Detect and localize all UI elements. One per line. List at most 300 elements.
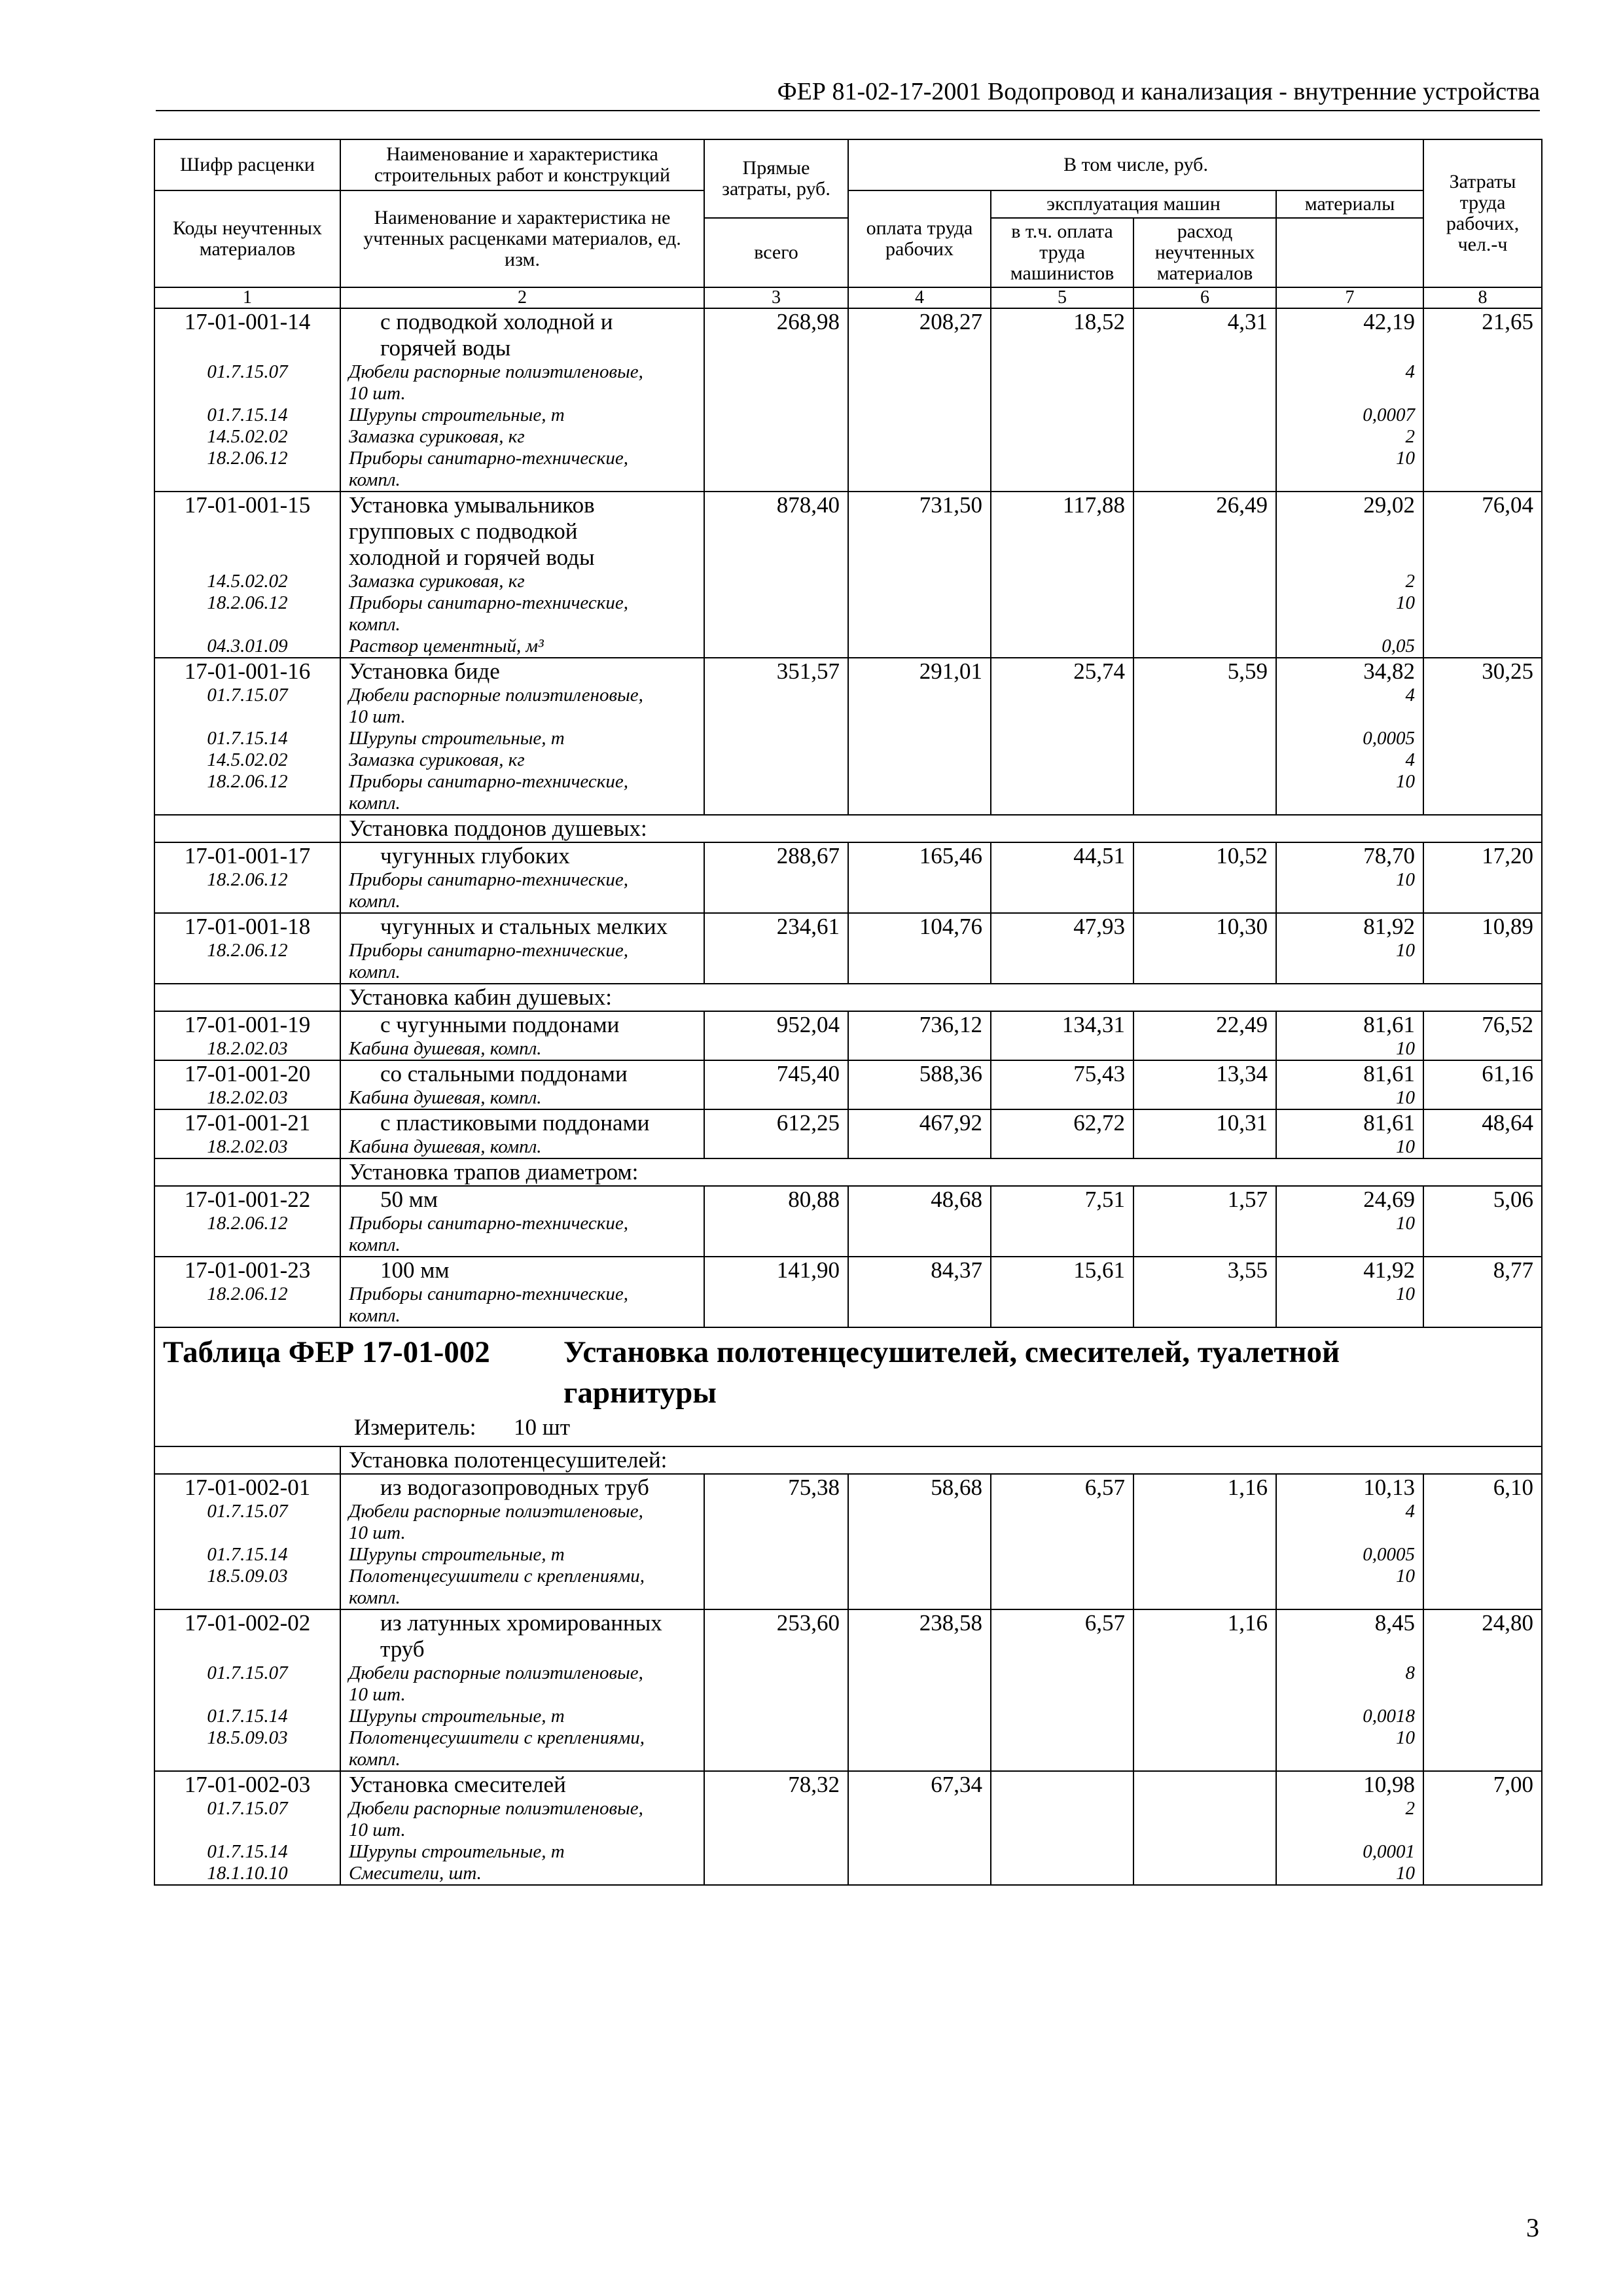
material-name-line: компл. [349, 469, 401, 490]
rate-row [154, 308, 1542, 492]
rate-row [154, 1609, 1542, 1771]
material-code: 14.5.02.02 [207, 749, 288, 770]
work-name-cell [340, 913, 704, 984]
materials-value: 42,19 [1363, 309, 1416, 334]
material-qty: 10 [1396, 1863, 1416, 1884]
machines-total-value: 134,31 [1061, 1012, 1125, 1037]
material-spacer [163, 1820, 332, 1841]
material-qty: 0,0005 [1363, 728, 1416, 749]
labor-pay-value: 588,36 [919, 1061, 982, 1086]
material-name-line: Кабина душевая, компл. [349, 1087, 542, 1108]
labor-pay-value: 736,12 [919, 1012, 982, 1037]
labor-pay-value-cell [848, 913, 991, 984]
work-name-line: с чугунными поддонами [380, 1012, 620, 1037]
material-qty: 10 [1396, 1283, 1416, 1304]
labor-hours-cell [1423, 1257, 1542, 1327]
material-name-line: Полотенцесушители с креплениями, [349, 1727, 645, 1748]
machines-total-value: 47,93 [1073, 914, 1125, 939]
direct-cost-value: 75,38 [788, 1475, 840, 1500]
material-code: 18.2.02.03 [207, 1038, 288, 1059]
material-spacer [163, 383, 332, 404]
material-name-line: 10 шт. [349, 1820, 406, 1840]
material-name-line: Шурупы строительные, т [349, 1841, 565, 1862]
group-row-drains [154, 1158, 1542, 1186]
qty-spacer [1285, 1587, 1415, 1609]
machines-total-value-cell [991, 1060, 1133, 1109]
material-code: 18.2.06.12 [207, 1283, 288, 1304]
material-qty: 10 [1396, 1038, 1416, 1059]
labor-hours-cell [1423, 1109, 1542, 1158]
rate-code-cell [154, 1011, 340, 1060]
materials-value: 34,82 [1363, 658, 1416, 684]
work-name-line: из латунных хромированных [380, 1610, 662, 1636]
machines-total-value-cell [991, 1771, 1133, 1885]
direct-cost-value-cell [704, 1474, 848, 1609]
direct-cost-value-cell [704, 1257, 848, 1327]
group-label-cabins: Установка кабин душевых: [340, 984, 1542, 1011]
materials-value: 41,92 [1363, 1257, 1416, 1283]
material-code: 18.5.09.03 [207, 1566, 288, 1587]
direct-cost-value-cell [704, 1771, 848, 1885]
material-name-line: Замазка суриковая, кг [349, 571, 525, 592]
labor-pay-value-cell [848, 1060, 991, 1109]
labor-pay-value: 291,01 [919, 658, 982, 684]
rate-code-cell [154, 1186, 340, 1257]
machines-total-value: 18,52 [1073, 309, 1125, 334]
labor-hours-value: 17,20 [1482, 843, 1534, 869]
material-qty: 4 [1405, 749, 1416, 770]
machinist-pay-value-cell [1133, 492, 1276, 658]
labor-pay-value: 208,27 [919, 309, 982, 334]
direct-cost-value: 268,98 [776, 309, 840, 334]
material-name-line: Приборы санитарно-технические, [349, 448, 628, 469]
material-name-line: Дюбели распорные полиэтиленовые, [349, 1798, 643, 1819]
direct-cost-value: 141,90 [776, 1257, 840, 1283]
machinist-pay-value: 5,59 [1227, 658, 1268, 684]
material-qty: 10 [1396, 1213, 1416, 1234]
material-spacer [163, 469, 332, 491]
materials-value: 10,98 [1363, 1772, 1416, 1797]
page-number: 3 [1526, 2213, 1539, 2242]
rate-code-cell [154, 913, 340, 984]
direct-cost-value: 78,32 [788, 1772, 840, 1797]
material-spacer [163, 793, 332, 814]
col-num-7: 7 [1276, 287, 1423, 308]
code-spacer [163, 1636, 332, 1662]
materials-cell [1276, 1257, 1423, 1327]
qty-spacer [1285, 518, 1415, 545]
material-qty: 10 [1396, 1566, 1416, 1587]
measure-label: Измеритель: [354, 1414, 476, 1440]
material-qty: 10 [1396, 940, 1416, 961]
rate-code: 17-01-001-16 [184, 658, 311, 684]
head-rate-code: Шифр расценки [154, 139, 340, 190]
machinist-pay-value-cell [1133, 1474, 1276, 1609]
material-name-line: компл. [349, 614, 401, 635]
direct-cost-value-cell [704, 1186, 848, 1257]
direct-cost-value: 80,88 [788, 1187, 840, 1212]
labor-hours-cell [1423, 842, 1542, 913]
head-machines: эксплуатация машин [991, 190, 1276, 218]
material-name-line: 10 шт. [349, 1522, 406, 1543]
labor-hours-cell [1423, 913, 1542, 984]
table2-measure [163, 1413, 1533, 1442]
work-name-line: 50 мм [380, 1187, 438, 1212]
work-name-cell [340, 308, 704, 492]
group-label-trays: Установка поддонов душевых: [340, 815, 1542, 842]
material-name-line: Приборы санитарно-технические, [349, 940, 628, 961]
labor-pay-value-cell [848, 1474, 991, 1609]
machines-total-value-cell [991, 1474, 1133, 1609]
material-name-line: 10 шт. [349, 383, 406, 404]
material-name-line: Полотенцесушители с креплениями, [349, 1566, 645, 1587]
head-materials: материалы [1276, 190, 1423, 218]
table-body-part3 [154, 1011, 1542, 1158]
code-spacer [163, 335, 332, 361]
labor-hours-value: 61,16 [1482, 1061, 1534, 1086]
labor-pay-value: 48,68 [931, 1187, 982, 1212]
work-name-cell [340, 1257, 704, 1327]
table-body-part5 [154, 1474, 1542, 1885]
material-name-line: Приборы санитарно-технические, [349, 592, 628, 613]
materials-value: 10,13 [1363, 1475, 1416, 1500]
machines-total-value: 7,51 [1084, 1187, 1125, 1212]
rate-code: 17-01-001-17 [184, 843, 311, 869]
machinist-pay-value-cell [1133, 658, 1276, 815]
head-including: В том числе, руб. [848, 139, 1423, 190]
material-qty: 0,0007 [1363, 404, 1416, 425]
labor-hours-value: 48,64 [1482, 1110, 1534, 1136]
work-name-line: горячей воды [380, 335, 511, 361]
material-code: 18.1.10.10 [207, 1863, 288, 1884]
col-num-3: 3 [704, 287, 848, 308]
table-head [154, 139, 1542, 308]
head-unaccounted-materials: расход неучтенных материалов [1133, 218, 1276, 287]
table2-title-row [154, 1327, 1542, 1446]
material-name-line: компл. [349, 891, 401, 912]
materials-value: 78,70 [1363, 843, 1416, 869]
direct-cost-value-cell [704, 842, 848, 913]
labor-hours-value: 76,52 [1482, 1012, 1534, 1037]
table2-title [163, 1332, 1533, 1372]
group-row-cabins [154, 984, 1542, 1011]
col-num-2: 2 [340, 287, 704, 308]
rate-code: 17-01-002-03 [184, 1772, 311, 1797]
material-qty: 4 [1405, 361, 1416, 382]
work-name-line: чугунных глубоких [380, 843, 570, 869]
work-name-line: с подводкой холодной и [380, 309, 613, 334]
material-code: 18.5.09.03 [207, 1727, 288, 1748]
rate-row [154, 1109, 1542, 1158]
rate-code: 17-01-001-22 [184, 1187, 311, 1212]
rate-code: 17-01-002-02 [184, 1610, 311, 1636]
materials-cell [1276, 913, 1423, 984]
rate-code-cell [154, 308, 340, 492]
machines-total-value: 25,74 [1073, 658, 1125, 684]
work-name-cell [340, 658, 704, 815]
material-code: 01.7.15.14 [207, 1706, 288, 1727]
rate-row [154, 842, 1542, 913]
rate-code: 17-01-001-20 [184, 1061, 311, 1086]
work-name-line: чугунных и стальных мелких [380, 914, 668, 939]
material-spacer [163, 1234, 332, 1256]
head-material-codes: Коды неучтенных материалов [154, 190, 340, 287]
material-qty: 8 [1405, 1662, 1416, 1683]
group-blank-cell [154, 1158, 340, 1186]
material-code: 18.2.02.03 [207, 1087, 288, 1108]
material-name-line: Дюбели распорные полиэтиленовые, [349, 1662, 643, 1683]
material-qty: 10 [1396, 869, 1416, 890]
labor-hours-value: 21,65 [1482, 309, 1534, 334]
materials-cell [1276, 1186, 1423, 1257]
qty-spacer [1285, 1820, 1415, 1841]
material-code: 01.7.15.14 [207, 1841, 288, 1862]
material-code: 18.2.06.12 [207, 592, 288, 613]
direct-cost-value: 234,61 [776, 914, 840, 939]
machines-total-value: 6,57 [1084, 1475, 1125, 1500]
qty-spacer [1285, 1749, 1415, 1770]
material-name-line: компл. [349, 793, 401, 814]
rate-row [154, 913, 1542, 984]
material-name-line: Замазка суриковая, кг [349, 426, 525, 447]
labor-hours-cell [1423, 658, 1542, 815]
labor-pay-value: 58,68 [931, 1475, 982, 1500]
qty-spacer [1285, 614, 1415, 636]
materials-cell [1276, 658, 1423, 815]
machines-total-value-cell [991, 308, 1133, 492]
direct-cost-value-cell [704, 492, 848, 658]
column-numbers-row [154, 287, 1542, 308]
material-qty: 10 [1396, 1087, 1416, 1108]
labor-hours-cell [1423, 1771, 1542, 1885]
col-num-1: 1 [154, 287, 340, 308]
work-name-cell [340, 1186, 704, 1257]
machinist-pay-value: 10,31 [1216, 1110, 1268, 1136]
group-blank-cell [154, 1446, 340, 1474]
materials-cell [1276, 1060, 1423, 1109]
material-code: 01.7.15.14 [207, 1544, 288, 1565]
materials-value: 24,69 [1363, 1187, 1416, 1212]
material-qty: 0,0001 [1363, 1841, 1416, 1862]
rate-code: 17-01-001-23 [184, 1257, 311, 1283]
material-name-line: Шурупы строительные, т [349, 1544, 565, 1565]
material-code: 18.2.06.12 [207, 1213, 288, 1234]
material-name-line: Дюбели распорные полиэтиленовые, [349, 685, 643, 706]
labor-hours-value: 10,89 [1482, 914, 1534, 939]
material-code: 18.2.06.12 [207, 771, 288, 792]
machines-total-value: 15,61 [1073, 1257, 1125, 1283]
direct-cost-value: 612,25 [776, 1110, 840, 1136]
labor-pay-value: 67,34 [931, 1772, 982, 1797]
head-direct-costs: Прямые затраты, руб. [704, 139, 848, 218]
material-qty: 10 [1396, 771, 1416, 792]
work-name-line: Установка биде [349, 658, 500, 684]
table2-title-body [154, 1327, 1542, 1474]
labor-hours-value: 8,77 [1493, 1257, 1534, 1283]
machinist-pay-value-cell [1133, 1609, 1276, 1771]
direct-cost-value-cell [704, 308, 848, 492]
materials-value: 81,61 [1363, 1110, 1416, 1136]
rate-row [154, 1060, 1542, 1109]
labor-pay-value-cell [848, 1186, 991, 1257]
labor-hours-cell [1423, 1186, 1542, 1257]
material-qty: 0,05 [1382, 636, 1416, 656]
qty-spacer [1285, 1684, 1415, 1706]
table-body-part2 [154, 842, 1542, 984]
labor-hours-cell [1423, 308, 1542, 492]
material-name-line: компл. [349, 961, 401, 982]
materials-value: 81,92 [1363, 914, 1416, 939]
machines-total-value: 6,57 [1084, 1610, 1125, 1636]
material-code: 01.7.15.07 [207, 1798, 288, 1819]
machines-total-value-cell [991, 1109, 1133, 1158]
materials-cell [1276, 1771, 1423, 1885]
labor-hours-value: 30,25 [1482, 658, 1534, 684]
material-qty: 10 [1396, 592, 1416, 613]
group-row-dryers [154, 1446, 1542, 1474]
direct-cost-value: 253,60 [776, 1610, 840, 1636]
machinist-pay-value: 13,34 [1216, 1061, 1268, 1086]
direct-cost-value: 878,40 [776, 492, 840, 518]
labor-hours-value: 5,06 [1493, 1187, 1534, 1212]
head-machines-total: всего [704, 218, 848, 287]
direct-cost-value: 351,57 [776, 658, 840, 684]
material-code: 04.3.01.09 [207, 636, 288, 656]
code-spacer [163, 545, 332, 571]
work-name-cell [340, 1609, 704, 1771]
material-code: 14.5.02.02 [207, 571, 288, 592]
col-num-6: 6 [1133, 287, 1276, 308]
labor-hours-value: 76,04 [1482, 492, 1534, 518]
material-name-line: Дюбели распорные полиэтиленовые, [349, 1501, 643, 1522]
labor-hours-cell [1423, 1011, 1542, 1060]
machines-total-value-cell [991, 658, 1133, 815]
material-name-line: Кабина душевая, компл. [349, 1038, 542, 1059]
material-name-line: компл. [349, 1234, 401, 1255]
qty-spacer [1285, 335, 1415, 361]
machines-total-value-cell [991, 913, 1133, 984]
qty-spacer [1285, 1522, 1415, 1544]
table2-code: Таблица ФЕР 17-01-002 [163, 1335, 490, 1369]
labor-pay-value: 731,50 [919, 492, 982, 518]
material-spacer [163, 1749, 332, 1770]
qty-spacer [1285, 961, 1415, 983]
machines-total-value: 44,51 [1073, 843, 1125, 869]
materials-cell [1276, 308, 1423, 492]
head-labor-hours: Затраты труда рабочих, чел.-ч [1423, 139, 1542, 287]
rate-row [154, 1186, 1542, 1257]
labor-pay-value-cell [848, 842, 991, 913]
work-name-line: труб [380, 1636, 425, 1662]
direct-cost-value-cell [704, 1060, 848, 1109]
work-name-line: с пластиковыми поддонами [380, 1110, 650, 1136]
labor-pay-value-cell [848, 1257, 991, 1327]
machinist-pay-value: 1,57 [1227, 1187, 1268, 1212]
material-spacer [163, 1305, 332, 1327]
materials-cell [1276, 1609, 1423, 1771]
group-blank-cell [154, 815, 340, 842]
material-code: 18.2.02.03 [207, 1136, 288, 1157]
material-code: 01.7.15.07 [207, 1501, 288, 1522]
rate-code: 17-01-001-18 [184, 914, 311, 939]
head-machinist-pay: в т.ч. оплата труда машинистов [991, 218, 1133, 287]
material-name-line: Замазка суриковая, кг [349, 749, 525, 770]
group-cabins-body [154, 984, 1542, 1011]
materials-cell [1276, 1109, 1423, 1158]
materials-cell [1276, 1474, 1423, 1609]
material-name-line: Приборы санитарно-технические, [349, 771, 628, 792]
qty-spacer [1285, 706, 1415, 728]
machines-total-value-cell [991, 1011, 1133, 1060]
col-num-8: 8 [1423, 287, 1542, 308]
labor-hours-cell [1423, 1474, 1542, 1609]
machinist-pay-value: 1,16 [1227, 1475, 1268, 1500]
rate-code-cell [154, 492, 340, 658]
work-name-cell [340, 1109, 704, 1158]
material-spacer [163, 1684, 332, 1706]
material-name-line: 10 шт. [349, 706, 406, 727]
material-name-line: компл. [349, 1749, 401, 1770]
rate-row [154, 658, 1542, 815]
material-code: 01.7.15.07 [207, 361, 288, 382]
work-name-line: Установка умывальников [349, 492, 595, 518]
material-qty: 10 [1396, 448, 1416, 469]
material-qty: 10 [1396, 1136, 1416, 1157]
work-name-cell [340, 1771, 704, 1885]
work-name-cell [340, 492, 704, 658]
material-code: 01.7.15.14 [207, 404, 288, 425]
labor-hours-cell [1423, 1609, 1542, 1771]
material-name-line: Раствор цементный, м³ [349, 636, 544, 656]
labor-hours-cell [1423, 492, 1542, 658]
labor-hours-value: 7,00 [1493, 1772, 1534, 1797]
rate-code-cell [154, 1609, 340, 1771]
rate-code: 17-01-001-15 [184, 492, 311, 518]
rate-row [154, 1257, 1542, 1327]
materials-cell [1276, 1011, 1423, 1060]
machinist-pay-value: 10,52 [1216, 843, 1268, 869]
materials-cell [1276, 842, 1423, 913]
head-labor-pay: оплата труда рабочих [848, 190, 991, 287]
material-name-line: Приборы санитарно-технические, [349, 1283, 628, 1304]
rate-row [154, 1474, 1542, 1609]
group-blank-cell [154, 984, 340, 1011]
labor-pay-value-cell [848, 1011, 991, 1060]
machines-total-value: 62,72 [1073, 1110, 1125, 1136]
materials-value: 8,45 [1374, 1610, 1416, 1636]
group-label-dryers: Установка полотенцесушителей: [340, 1446, 1542, 1474]
table-body-part4 [154, 1186, 1542, 1327]
machinist-pay-value: 4,31 [1227, 309, 1268, 334]
machinist-pay-value-cell [1133, 1011, 1276, 1060]
rate-code-cell [154, 1257, 340, 1327]
machinist-pay-value-cell [1133, 1257, 1276, 1327]
col-num-5: 5 [991, 287, 1133, 308]
labor-pay-value: 165,46 [919, 843, 982, 869]
material-qty: 0,0005 [1363, 1544, 1416, 1565]
table2-title-cell [154, 1327, 1542, 1446]
work-name-line: холодной и горячей воды [349, 545, 595, 570]
material-name-line: Смесители, шт. [349, 1863, 482, 1884]
work-name-line: групповых с подводкой [349, 518, 578, 544]
labor-pay-value: 104,76 [919, 914, 982, 939]
group-drains-body [154, 1158, 1542, 1186]
rate-code-cell [154, 1771, 340, 1885]
material-code: 18.2.06.12 [207, 448, 288, 469]
machines-total-value: 75,43 [1073, 1061, 1125, 1086]
material-name-line: Приборы санитарно-технические, [349, 869, 628, 890]
qty-spacer [1285, 793, 1415, 814]
